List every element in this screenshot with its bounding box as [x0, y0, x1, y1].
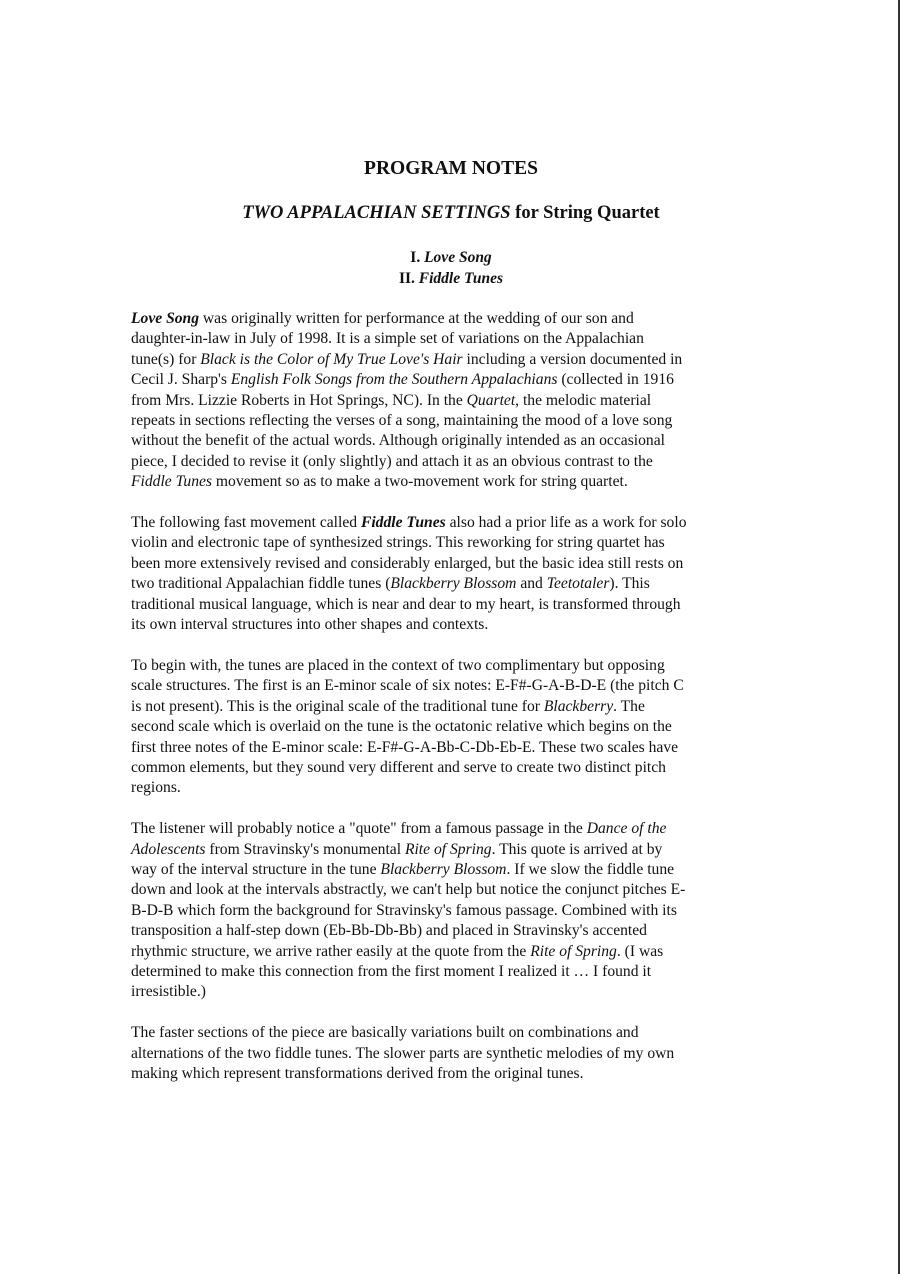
text-line: The following fast movement called Fiddle Tunes also had a prior life as a work for solo: [131, 514, 687, 532]
paragraph-scales: [131, 656, 771, 799]
text-line: regions.: [131, 779, 181, 797]
text-line: Adolescents from Stravinsky's monumental Rite of Spring. This quote is arrived at by: [131, 840, 663, 858]
text-line: violin and electronic tape of synthesized strings. This reworking for string quartet has: [131, 534, 665, 552]
text-line: Love Song was originally written for performance at the wedding of our son and: [131, 310, 634, 327]
movement-name: Love Song: [424, 249, 492, 266]
text-line: The faster sections of the piece are basically variations built on combinations and: [131, 1024, 639, 1042]
subtitle-rest: for String Quartet: [510, 203, 660, 223]
text-line: common elements, but they sound very different and serve to create two distinct pitch: [131, 758, 666, 776]
text-line: been more extensively revised and considerably enlarged, but the basic idea still rests on: [131, 554, 684, 572]
text-line: B-D-B which form the background for Stravinsky's famous passage. Combined with its: [131, 901, 677, 919]
text-line: first three notes of the E-minor scale: E-F#-G-A-Bb-C-Db-Eb-E. These two scales have: [131, 738, 679, 756]
text-line: its own interval structures into other shapes and contexts.: [131, 616, 489, 634]
text-line: traditional musical language, which is near and dear to my heart, is transformed through: [131, 595, 681, 613]
movement-numeral: I.: [410, 249, 421, 266]
text-line: way of the interval structure in the tune Blackberry Blossom. If we slow the fiddle tune: [131, 860, 675, 878]
text-line: piece, I decided to revise it (only slightly) and attach it as an obvious contrast to the: [131, 452, 653, 470]
text-line: down and look at the intervals abstractly, we can't help but notice the conjunct pitches E-: [131, 881, 686, 899]
text-line: tune(s) for Black is the Color of My True Love's Hair including a version documented in: [131, 350, 683, 368]
text-line: Fiddle Tunes movement so as to make a two-movement work for string quartet.: [131, 473, 628, 491]
text-line: daughter-in-law in July of 1998. It is a simple set of variations on the Appalachian: [131, 330, 644, 348]
movement-name: Fiddle Tunes: [418, 270, 504, 287]
text-line: second scale which is overlaid on the tune is the octatonic relative which begins on the: [131, 718, 672, 736]
paragraph-structure: [131, 1023, 771, 1084]
movement-numeral: II.: [398, 270, 415, 287]
text-line: The listener will probably notice a "quote" from a famous passage in the Dance of the: [131, 820, 667, 838]
text-line: alternations of the two fiddle tunes. The slower parts are synthetic melodies of my own: [131, 1044, 675, 1062]
paragraph-fiddle-tunes: [131, 513, 771, 635]
movement-item: [131, 268, 771, 289]
document-title: PROGRAM NOTES: [364, 158, 538, 179]
text-line: To begin with, the tunes are placed in the context of two complimentary but opposing: [131, 656, 665, 674]
body-text: [131, 309, 771, 1105]
text-line: transposition a half-step down (Eb-Bb-Db-Bb) and placed in Stravinsky's accented: [131, 922, 647, 940]
text-line: making which represent transformations derived from the original tunes.: [131, 1064, 584, 1082]
text-line: from Mrs. Lizzie Roberts in Hot Springs, NC). In the Quartet, the melodic material: [131, 391, 652, 409]
text-line: determined to make this connection from the first moment I realized it … I found it: [131, 962, 652, 980]
text-line: rhythmic structure, we arrive rather easily at the quote from the Rite of Spring. (I was: [131, 942, 664, 960]
text-line: scale structures. The first is an E-minor scale of six notes: E-F#-G-A-B-D-E (the pitch C: [131, 677, 684, 695]
paragraph-love-song: [131, 309, 771, 493]
movement-list: [131, 247, 771, 289]
document-subtitle: [131, 203, 771, 224]
work-title: TWO APPALACHIAN SETTINGS: [242, 203, 511, 223]
paragraph-stravinsky: [131, 819, 771, 1003]
text-line: Cecil J. Sharp's English Folk Songs from the Southern Appalachians (collected in 1916: [131, 371, 674, 389]
movement-item: [131, 247, 771, 268]
text-line: two traditional Appalachian fiddle tunes (Blackberry Blossom and Teetotaler). This: [131, 575, 650, 593]
text-line: is not present). This is the original scale of the traditional tune for Blackberry. The: [131, 697, 645, 715]
text-line: irresistible.): [131, 983, 206, 1001]
text-line: repeats in sections reflecting the verses of a song, maintaining the mood of a love song: [131, 412, 673, 430]
text-line: without the benefit of the actual words. Although originally intended as an occasional: [131, 432, 665, 450]
movement-name-inline: Love Song: [131, 310, 200, 327]
